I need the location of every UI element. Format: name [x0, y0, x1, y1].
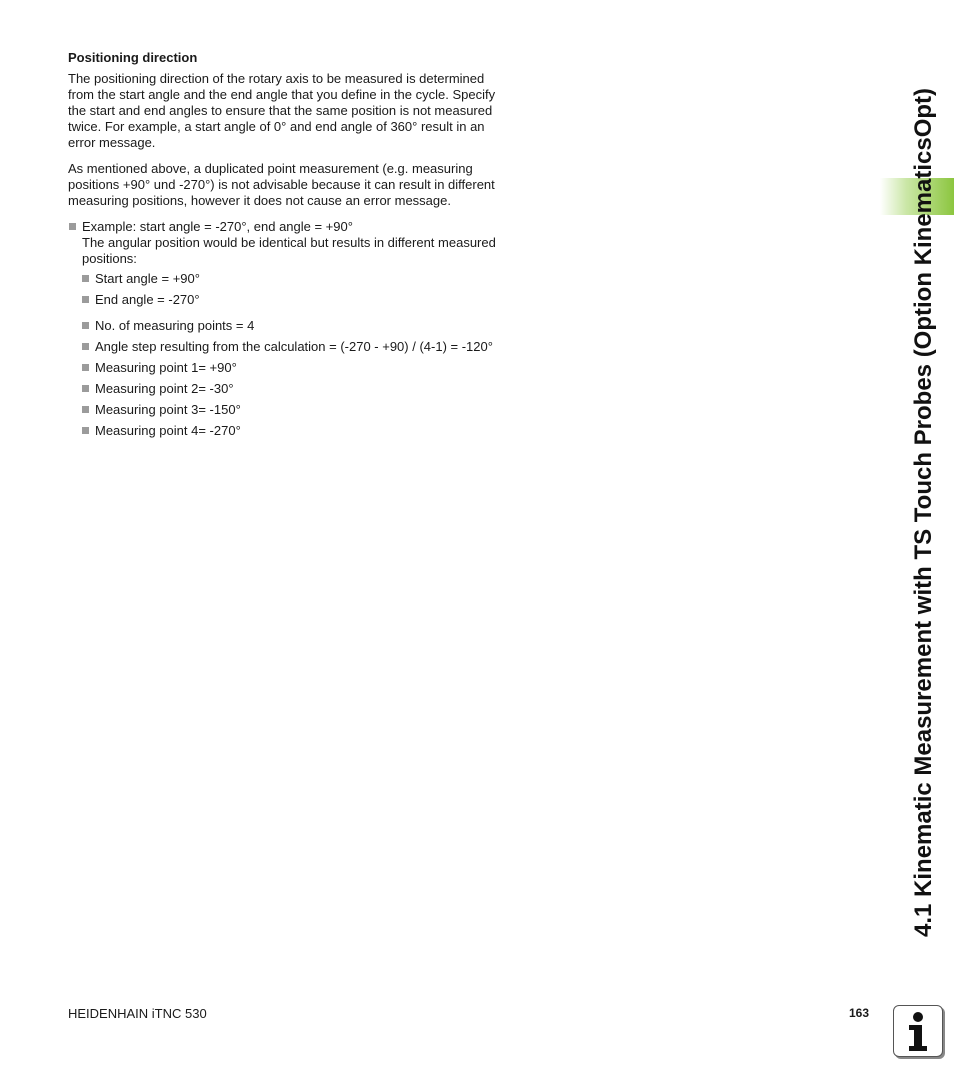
sub-item: Start angle = +90° [81, 271, 513, 287]
sub-item: Angle step resulting from the calculation = (-270 - +90) / (4-1) = -120° [81, 339, 513, 355]
chapter-side-title [910, 45, 936, 965]
footer-product: HEIDENHAIN iTNC 530 [68, 1006, 207, 1021]
example-line-1: Example: start angle = -270°, end angle = +90° [82, 219, 353, 234]
sub-item: Measuring point 1= +90° [81, 360, 513, 376]
example-line-2: The angular position would be identical but results in different measured positions: [82, 235, 496, 266]
info-icon [893, 1005, 943, 1057]
sub-item: Measuring point 4= -270° [81, 423, 513, 439]
section-heading: Positioning direction [68, 50, 198, 65]
paragraph-2: As mentioned above, a duplicated point measurement (e.g. measuring positions +90° und -270°) is not advisable because it can result in different measuring positions, however it does not cause an error message. [68, 161, 495, 208]
example-bullet [68, 219, 513, 267]
info-icon-glyph [894, 1006, 942, 1056]
paragraph-1: The positioning direction of the rotary axis to be measured is determined from the start angle and the end angle that you define in the cycle. Specify the start and end angles to ensure that the same position is not measured twice. For example, a start angle of 0° and end angle of 360° result in an error message. [68, 71, 496, 150]
chapter-title-text: 4.1 Kinematic Measurement with TS Touch Probes (Option KinematicsOpt) [910, 87, 937, 937]
main-content [68, 50, 513, 444]
page-number: 163 [849, 1006, 870, 1020]
sub-item: End angle = -270° [81, 292, 513, 308]
sub-item: Measuring point 2= -30° [81, 381, 513, 397]
sub-item: Measuring point 3= -150° [81, 402, 513, 418]
sub-item: No. of measuring points = 4 [81, 318, 513, 334]
